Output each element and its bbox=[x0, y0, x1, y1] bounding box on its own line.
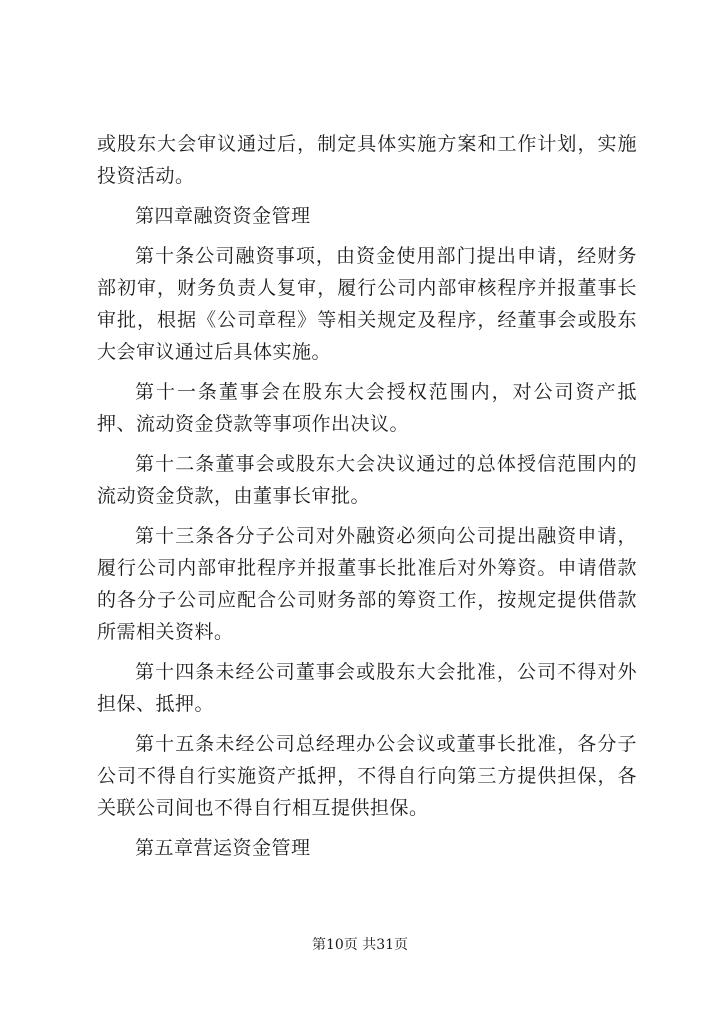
article-10: 第十条公司融资事项，由资金使用部门提出申请，经财务部初审，财务负责人复审，履行公司内部审核程序并报董事长审批，根据《公司章程》等相关规定及程序，经董事会或股东大会审议通过后具体实施。 bbox=[97, 245, 637, 363]
chapter-5-heading: 第五章营运资金管理 bbox=[135, 837, 311, 859]
chapter-4-heading: 第四章融资资金管理 bbox=[135, 205, 311, 227]
article-15: 第十五条未经公司总经理办公会议或董事长批准，各分子公司不得自行实施资产抵押，不得自行向第三方提供担保，各关联公司间也不得自行相互提供担保。 bbox=[97, 733, 637, 819]
article-11: 第十一条董事会在股东大会授权范围内，对公司资产抵押、流动资金贷款等事项作出决议。 bbox=[97, 381, 637, 435]
page-number-footer: 第10页 共31页 bbox=[311, 937, 409, 953]
document-body bbox=[97, 128, 637, 872]
paragraph-continuation: 或股东大会审议通过后，制定具体实施方案和工作计划，实施投资活动。 bbox=[97, 133, 637, 187]
article-13: 第十三条各分子公司对外融资必须向公司提出融资申请，履行公司内部审批程序并报董事长批准后对外筹资。申请借款的各分子公司应配合公司财务部的筹资工作，按规定提供借款所需相关资料。 bbox=[97, 525, 637, 643]
article-14: 第十四条未经公司董事会或股东大会批准，公司不得对外担保、抵押。 bbox=[97, 661, 637, 715]
article-12: 第十二条董事会或股东大会决议通过的总体授信范围内的流动资金贷款，由董事长审批。 bbox=[97, 453, 637, 507]
